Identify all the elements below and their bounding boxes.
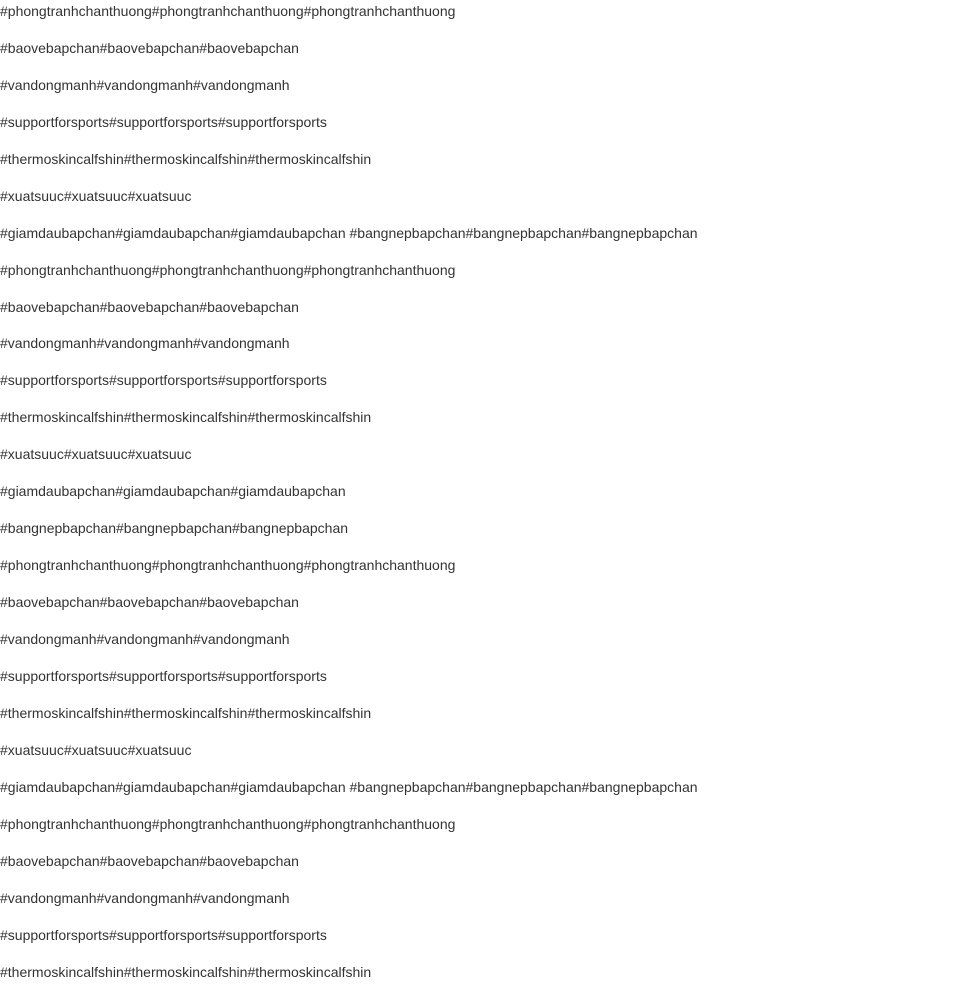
hashtag-line: #thermoskincalfshin#thermoskincalfshin#thermoskincalfshin	[0, 409, 372, 425]
hashtag-line: #giamdaubapchan#giamdaubapchan#giamdaubapchan #bangnepbapchan#bangnepbapchan#bangnepbapchan	[0, 779, 698, 795]
hashtag-line: #thermoskincalfshin#thermoskincalfshin#thermoskincalfshin	[0, 964, 372, 980]
hashtag-line: #giamdaubapchan#giamdaubapchan#giamdaubapchan	[0, 483, 346, 499]
hashtag-line: #vandongmanh#vandongmanh#vandongmanh	[0, 77, 290, 93]
hashtag-line: #supportforsports#supportforsports#supportforsports	[0, 927, 327, 943]
hashtag-line: #giamdaubapchan#giamdaubapchan#giamdaubapchan #bangnepbapchan#bangnepbapchan#bangnepbapchan	[0, 225, 698, 241]
hashtag-line: #vandongmanh#vandongmanh#vandongmanh	[0, 631, 290, 647]
hashtag-line: #thermoskincalfshin#thermoskincalfshin#thermoskincalfshin	[0, 151, 372, 167]
hashtag-line: #vandongmanh#vandongmanh#vandongmanh	[0, 890, 290, 906]
hashtag-line: #xuatsuuc#xuatsuuc#xuatsuuc	[0, 742, 192, 758]
hashtag-line: #supportforsports#supportforsports#supportforsports	[0, 668, 327, 684]
hashtag-line: #phongtranhchanthuong#phongtranhchanthuong#phongtranhchanthuong	[0, 262, 456, 278]
hashtag-line: #baovebapchan#baovebapchan#baovebapchan	[0, 853, 299, 869]
hashtag-line: #baovebapchan#baovebapchan#baovebapchan	[0, 594, 299, 610]
hashtag-line: #vandongmanh#vandongmanh#vandongmanh	[0, 335, 290, 351]
hashtag-line: #xuatsuuc#xuatsuuc#xuatsuuc	[0, 446, 192, 462]
hashtag-line: #supportforsports#supportforsports#supportforsports	[0, 372, 327, 388]
hashtag-line: #baovebapchan#baovebapchan#baovebapchan	[0, 40, 299, 56]
hashtag-line: #supportforsports#supportforsports#supportforsports	[0, 114, 327, 130]
hashtag-line: #phongtranhchanthuong#phongtranhchanthuong#phongtranhchanthuong	[0, 816, 456, 832]
hashtag-line: #phongtranhchanthuong#phongtranhchanthuong#phongtranhchanthuong	[0, 557, 456, 573]
hashtag-line: #bangnepbapchan#bangnepbapchan#bangnepbapchan	[0, 520, 349, 536]
hashtag-line: #thermoskincalfshin#thermoskincalfshin#thermoskincalfshin	[0, 705, 372, 721]
hashtag-line: #xuatsuuc#xuatsuuc#xuatsuuc	[0, 188, 192, 204]
hashtag-line: #baovebapchan#baovebapchan#baovebapchan	[0, 299, 299, 315]
hashtag-line: #phongtranhchanthuong#phongtranhchanthuong#phongtranhchanthuong	[0, 3, 456, 19]
